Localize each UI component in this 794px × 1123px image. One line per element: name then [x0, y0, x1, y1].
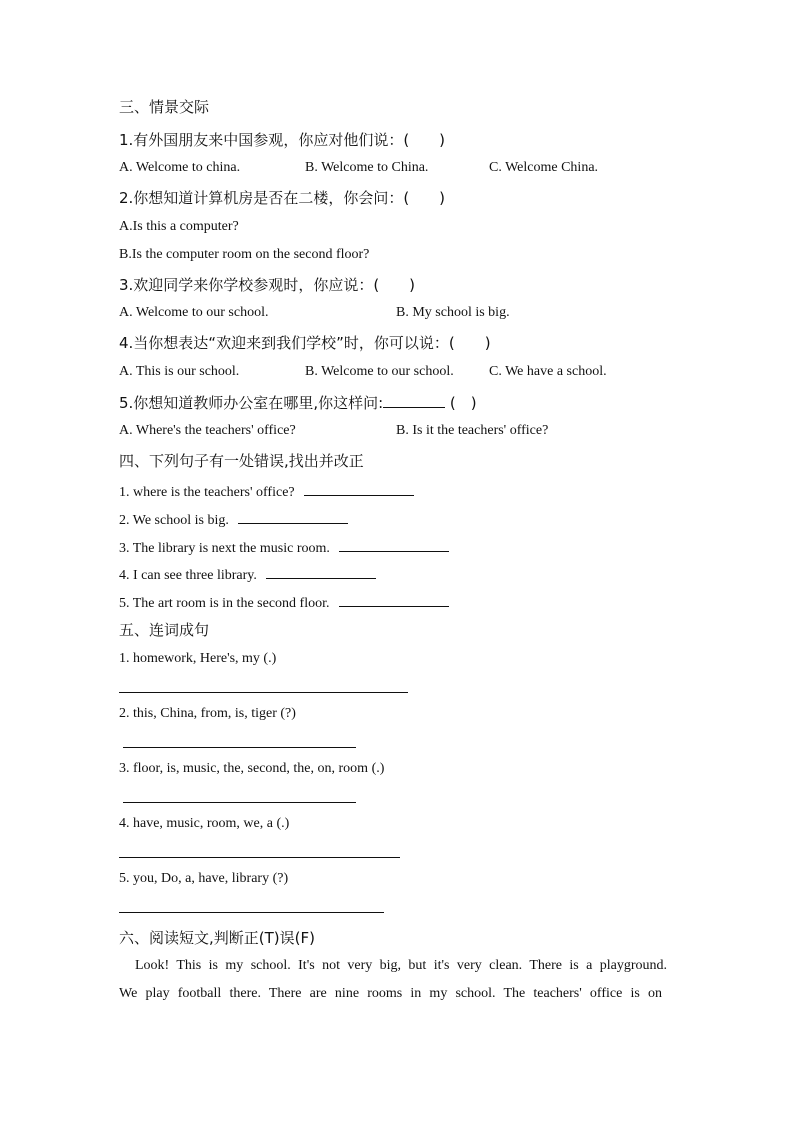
question-4-option-c: C. We have a school.: [489, 364, 607, 379]
question-4-stem: 4.当你想表达“欢迎来到我们学校”时，你可以说：( ): [119, 334, 491, 352]
correction-item-3: [119, 537, 449, 557]
question-3-option-b: B. My school is big.: [396, 305, 510, 320]
correction-item-text: 5. The art room is in the second floor.: [119, 596, 330, 611]
answer-blank[interactable]: [383, 393, 445, 408]
question-4-option-b: B. Welcome to our school.: [305, 364, 454, 379]
answer-blank[interactable]: [304, 481, 414, 496]
section-5-heading: 五、连词成句: [119, 621, 210, 639]
reading-passage-line-1: Look! This is my school. It's not very big, but it's very clean. There is a playground.: [135, 958, 667, 973]
answer-line[interactable]: [119, 857, 400, 858]
question-4-option-a: A. This is our school.: [119, 364, 240, 379]
question-3-stem: 3.欢迎同学来你学校参观时，你应说：( ): [119, 276, 416, 294]
answer-line[interactable]: [119, 912, 384, 913]
question-2-option-b: B.Is the computer room on the second floor?: [119, 247, 370, 262]
question-1-option-a: A. Welcome to china.: [119, 160, 241, 175]
answer-blank[interactable]: [339, 592, 449, 607]
answer-line[interactable]: [123, 747, 356, 748]
correction-item-text: 1. where is the teachers' office?: [119, 485, 295, 500]
question-2-option-a: A.Is this a computer?: [119, 219, 239, 234]
answer-line[interactable]: [123, 802, 356, 803]
correction-item-2: [119, 509, 348, 529]
question-5-bracket: ( ): [449, 394, 477, 412]
correction-item-5: [119, 592, 449, 612]
question-1-stem: 1.有外国朋友来中国参观，你应对他们说：( ): [119, 131, 446, 149]
question-5-option-b: B. Is it the teachers' office?: [396, 423, 549, 438]
section-3-heading: 三、情景交际: [119, 98, 210, 116]
correction-item-1: [119, 481, 414, 501]
question-5-option-a: A. Where's the teachers' office?: [119, 423, 296, 438]
question-2-stem: 2.你想知道计算机房是否在二楼，你会问：( ): [119, 189, 446, 207]
question-5-stem: [119, 392, 477, 413]
correction-item-text: 2. We school is big.: [119, 513, 229, 528]
answer-line[interactable]: [119, 692, 408, 693]
reorder-item-1: 1. homework, Here's, my (.): [119, 651, 277, 666]
answer-blank[interactable]: [339, 537, 449, 552]
reorder-item-5: 5. you, Do, a, have, library (?): [119, 871, 289, 886]
question-1-option-c: C. Welcome China.: [489, 160, 599, 175]
answer-blank[interactable]: [266, 564, 376, 579]
question-1-option-b: B. Welcome to China.: [305, 160, 429, 175]
answer-blank[interactable]: [238, 509, 348, 524]
question-3-option-a: A. Welcome to our school.: [119, 305, 269, 320]
reorder-item-2: 2. this, China, from, is, tiger (?): [119, 706, 296, 721]
question-5-stem-text: 5.你想知道教师办公室在哪里,你这样问:: [119, 394, 384, 412]
correction-item-text: 4. I can see three library.: [119, 568, 257, 583]
reorder-item-4: 4. have, music, room, we, a (.): [119, 816, 290, 831]
section-6-heading: 六、阅读短文,判断正(T)误(F): [119, 929, 315, 947]
section-4-heading: 四、下列句子有一处错误,找出并改正: [119, 452, 364, 470]
reorder-item-3: 3. floor, is, music, the, second, the, on, room (.): [119, 761, 385, 776]
correction-item-text: 3. The library is next the music room.: [119, 541, 330, 556]
correction-item-4: [119, 564, 376, 584]
reading-passage-line-2: We play football there. There are nine rooms in my school. The teachers' office is on: [119, 986, 662, 1001]
